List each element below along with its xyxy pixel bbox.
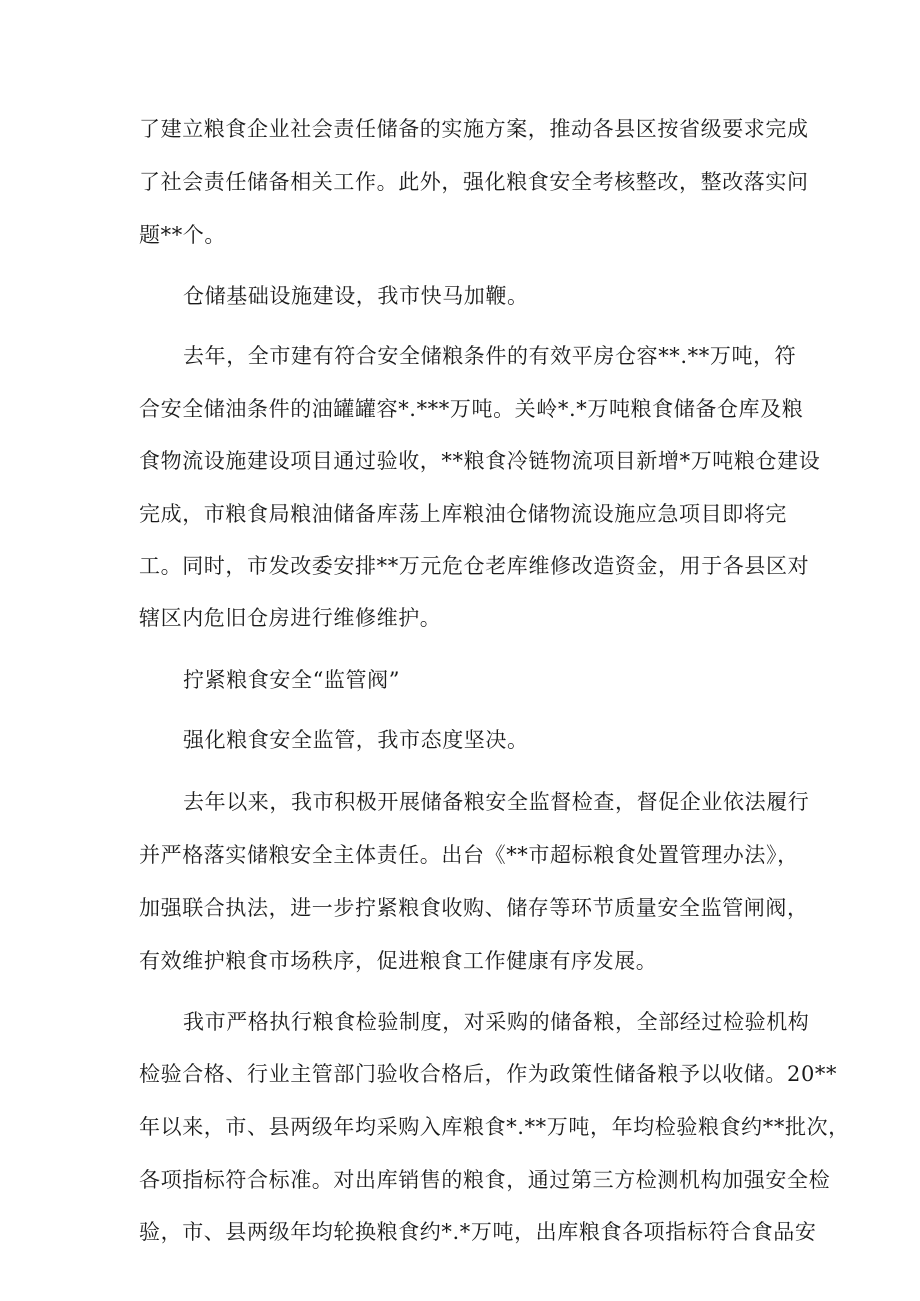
section-heading: 拧紧粮食安全“监管阀” [183, 668, 401, 692]
text-line: 仓储基础设施建设，我市快马加鞭。 [183, 284, 529, 308]
text-line: 完成，市粮食局粮油储备库荡上库粮油仓储物流设施应急项目即将完 [139, 502, 787, 526]
text-line: 并严格落实储粮安全主体责任。出台《**市超标粮食处置管理办法》， [139, 843, 799, 867]
text-line: 了建立粮食企业社会责任储备的实施方案，推动各县区按省级要求完成 [139, 117, 809, 141]
text-line: 工。同时，市发改委安排**万元危仓老库维修改造资金，用于各县区对 [139, 554, 810, 578]
text-line: 有效维护粮食市场秩序，促进粮食工作健康有序发展。 [139, 949, 658, 973]
text-line: 验，市、县两级年均轮换粮食约*.*万吨，出库粮食各项指标符合食品安 [139, 1220, 817, 1244]
text-line: 辖区内危旧仓房进行维修维护。 [139, 606, 442, 630]
text-line: 去年，全市建有符合安全储粮条件的有效平房仓容**.**万吨，符 [183, 344, 797, 368]
text-line: 去年以来，我市积极开展储备粮安全监督检查，督促企业依法履行 [183, 790, 810, 814]
text-line: 加强联合执法，进一步拧紧粮食收购、储存等环节质量安全监管闸阀， [139, 896, 809, 920]
text-line: 合安全储油条件的油罐罐容*.***万吨。关岭*.*万吨粮食储备仓库及粮 [139, 397, 804, 421]
text-line: 检验合格、行业主管部门验收合格后，作为政策性储备粮予以收储。20** [139, 1062, 838, 1086]
text-line: 我市严格执行粮食检验制度，对采购的储备粮，全部经过检验机构 [183, 1010, 810, 1034]
text-line: 年以来，市、县两级年均采购入库粮食*.**万吨，年均检验粮食约**批次， [139, 1115, 850, 1139]
text-line: 各项指标符合标准。对出库销售的粮食，通过第三方检测机构加强安全检 [139, 1168, 831, 1192]
text-line: 强化粮食安全监管，我市态度坚决。 [183, 728, 529, 752]
text-line: 了社会责任储备相关工作。此外，强化粮食安全考核整改，整改落实问 [139, 170, 809, 194]
text-line: 食物流设施建设项目通过验收，**粮食冷链物流项目新增*万吨粮仓建设 [139, 449, 821, 473]
text-line: 题**个。 [139, 223, 226, 247]
